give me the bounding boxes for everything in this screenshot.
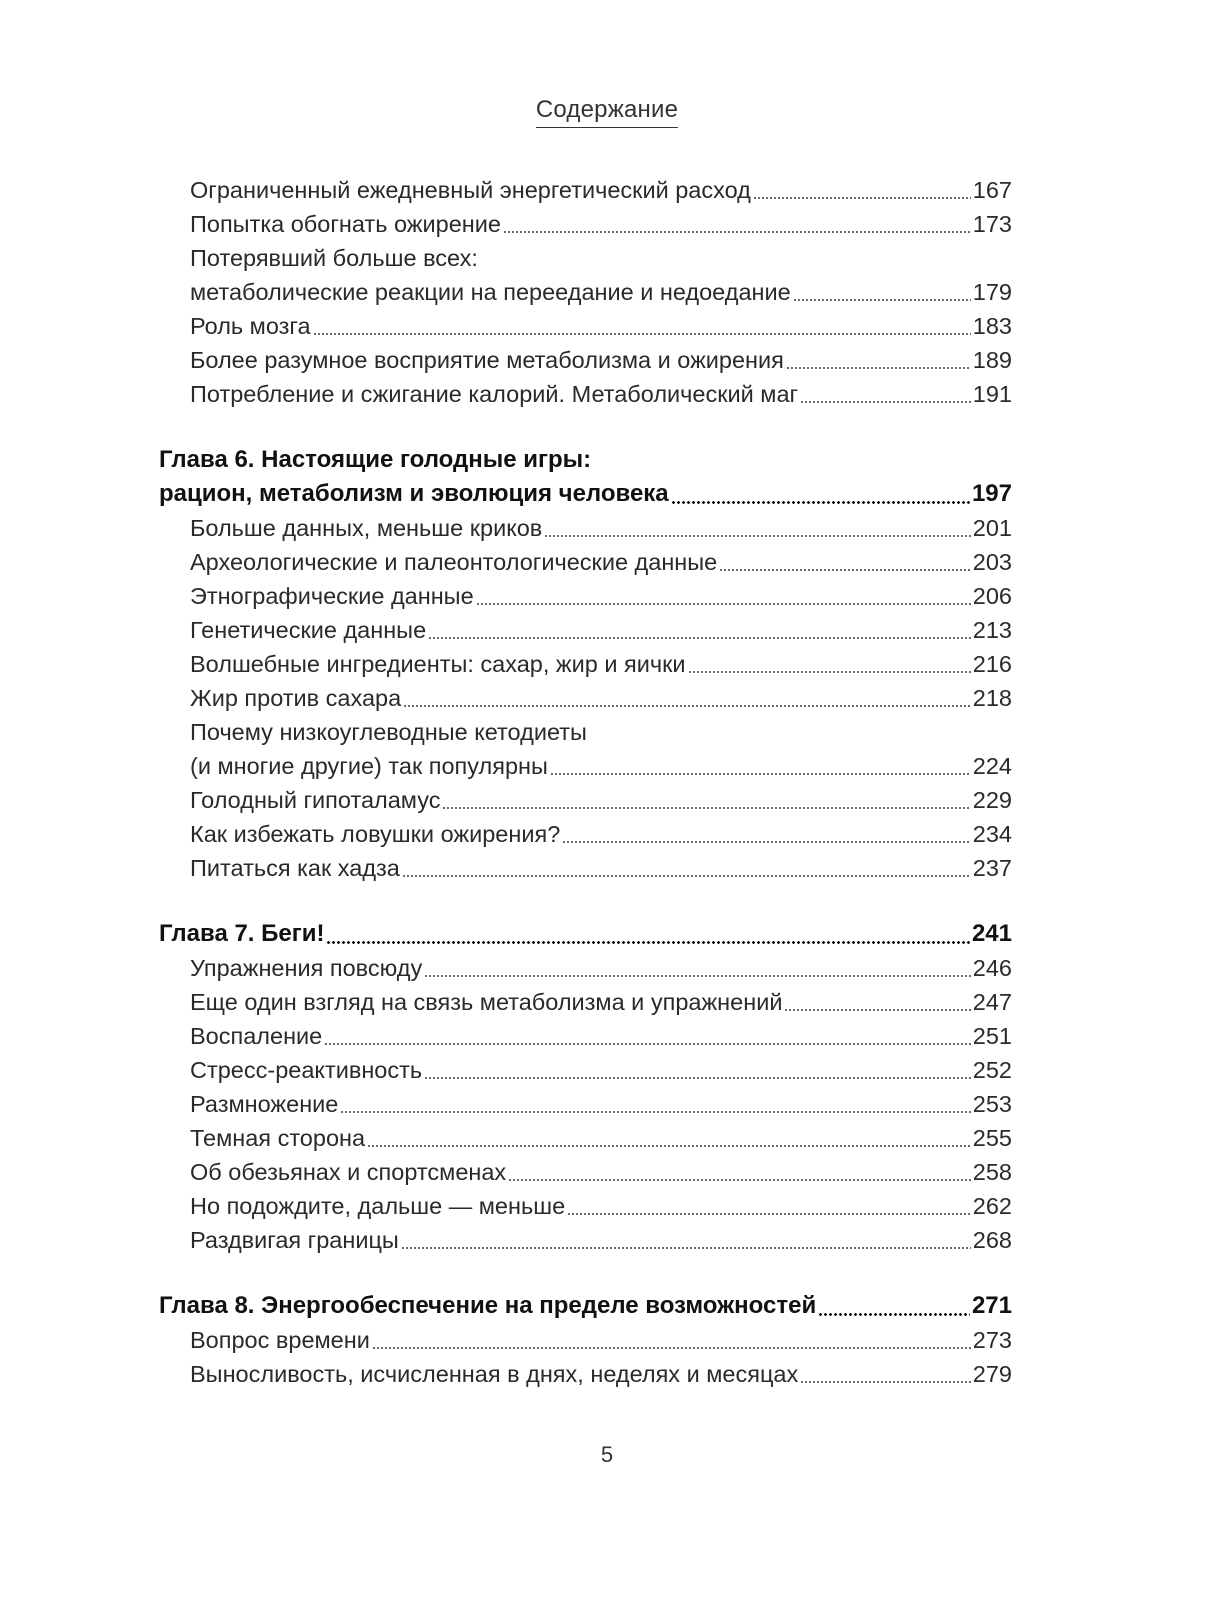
toc-entry-title: Упражнения повсюду bbox=[190, 955, 423, 981]
dot-leader bbox=[340, 1111, 970, 1113]
toc-entry[interactable] bbox=[0, 951, 1214, 985]
toc-entry[interactable] bbox=[0, 985, 1214, 1019]
dot-leader bbox=[476, 603, 971, 605]
toc-entry[interactable] bbox=[0, 1223, 1214, 1257]
dot-leader bbox=[786, 367, 971, 369]
dot-leader bbox=[313, 333, 971, 335]
toc-entry-title: Роль мозга bbox=[190, 313, 311, 339]
chapter-entry[interactable] bbox=[0, 1289, 1214, 1323]
toc-entry[interactable] bbox=[0, 681, 1214, 715]
toc-entry-page: 273 bbox=[972, 1327, 1012, 1353]
toc-entry-title: Еще один взгляд на связь метаболизма и упражнений bbox=[190, 989, 783, 1015]
dot-leader bbox=[567, 1213, 971, 1215]
toc-entry-title: Потерявший больше всех: bbox=[190, 245, 478, 271]
toc-entry-title: Вопрос времени bbox=[190, 1327, 370, 1353]
toc-entry-title: Попытка обогнать ожирение bbox=[190, 211, 501, 237]
chapter-page: 271 bbox=[971, 1292, 1012, 1319]
toc-entry[interactable] bbox=[0, 343, 1214, 377]
toc-entry-title: Ограниченный ежедневный энергетический расход bbox=[190, 177, 751, 203]
toc-entry-page: 206 bbox=[972, 583, 1012, 609]
dot-leader bbox=[544, 535, 970, 537]
running-header bbox=[0, 96, 1214, 128]
dot-leader bbox=[326, 941, 969, 944]
toc-entry[interactable] bbox=[0, 1087, 1214, 1121]
toc-entry-page: 179 bbox=[972, 279, 1012, 305]
toc-entry-page: 279 bbox=[972, 1361, 1012, 1387]
dot-leader bbox=[508, 1179, 971, 1181]
toc-entry-page: 201 bbox=[972, 515, 1012, 541]
toc-entry[interactable] bbox=[0, 817, 1214, 851]
toc-entry-page: 268 bbox=[972, 1227, 1012, 1253]
chapter-title: рацион, метаболизм и эволюция человека bbox=[159, 480, 669, 507]
toc-entry[interactable] bbox=[0, 613, 1214, 647]
dot-leader bbox=[424, 1077, 971, 1079]
toc-entry-page: 237 bbox=[972, 855, 1012, 881]
toc-entry-page: 246 bbox=[972, 955, 1012, 981]
dot-leader bbox=[324, 1043, 971, 1045]
toc-entry[interactable] bbox=[0, 647, 1214, 681]
toc-entry-page: 224 bbox=[972, 753, 1012, 779]
toc-entry-title-line[interactable] bbox=[0, 715, 1214, 749]
toc-entry-title: Более разумное восприятие метаболизма и ожирения bbox=[190, 347, 784, 373]
toc-entry-page: 203 bbox=[972, 549, 1012, 575]
dot-leader bbox=[800, 1381, 971, 1383]
toc-entry[interactable] bbox=[0, 377, 1214, 411]
toc-entry-title: Волшебные ингредиенты: сахар, жир и яички bbox=[190, 651, 686, 677]
toc-entry-page: 229 bbox=[972, 787, 1012, 813]
toc-entry-title: Голодный гипоталамус bbox=[190, 787, 441, 813]
toc-entry-page: 234 bbox=[972, 821, 1012, 847]
toc-entry[interactable] bbox=[0, 1155, 1214, 1189]
chapter-title: Глава 7. Беги! bbox=[159, 920, 325, 947]
toc-entry-title: Археологические и палеонтологические данные bbox=[190, 549, 718, 575]
dot-leader bbox=[402, 875, 971, 877]
toc-entry-title: Стресс-реактивность bbox=[190, 1057, 423, 1083]
toc-entry[interactable] bbox=[0, 1121, 1214, 1155]
dot-leader bbox=[372, 1347, 971, 1349]
toc-entry[interactable] bbox=[0, 579, 1214, 613]
toc-entry-page: 216 bbox=[972, 651, 1012, 677]
section-gap bbox=[0, 411, 1214, 443]
toc-entry-title: Воспаление bbox=[190, 1023, 323, 1049]
chapter-entry[interactable] bbox=[0, 917, 1214, 951]
dot-leader bbox=[562, 841, 971, 843]
header-title: Содержание bbox=[536, 96, 678, 128]
toc-entry-page: 247 bbox=[972, 989, 1012, 1015]
dot-leader bbox=[753, 197, 971, 199]
toc-entry-page: 253 bbox=[972, 1091, 1012, 1117]
toc-entry[interactable] bbox=[0, 1053, 1214, 1087]
toc-entry-page: 191 bbox=[972, 381, 1012, 407]
dot-leader bbox=[671, 501, 970, 504]
toc-entry[interactable] bbox=[0, 309, 1214, 343]
toc-entry-page: 189 bbox=[972, 347, 1012, 373]
dot-leader bbox=[401, 1247, 971, 1249]
toc-entry[interactable] bbox=[0, 173, 1214, 207]
dot-leader bbox=[719, 569, 971, 571]
toc-entry-title: (и многие другие) так популярны bbox=[190, 753, 548, 779]
toc-entry[interactable] bbox=[0, 545, 1214, 579]
toc-entry-title: Потребление и сжигание калорий. Метаболический маг bbox=[190, 381, 799, 407]
chapter-entry[interactable] bbox=[0, 477, 1214, 511]
toc-entry[interactable] bbox=[0, 207, 1214, 241]
toc-entry-title: Размножение bbox=[190, 1091, 339, 1117]
toc-entry-title-line[interactable] bbox=[0, 241, 1214, 275]
toc-entry-title: Почему низкоуглеводные кетодиеты bbox=[190, 719, 587, 745]
toc-entry-title: Выносливость, исчисленная в днях, неделях и месяцах bbox=[190, 1361, 799, 1387]
toc-entry[interactable] bbox=[0, 1357, 1214, 1391]
dot-leader bbox=[367, 1145, 971, 1147]
chapter-page: 197 bbox=[971, 480, 1012, 507]
chapter-title-line[interactable] bbox=[0, 443, 1214, 477]
toc-entry-page: 258 bbox=[972, 1159, 1012, 1185]
toc-entry-title: Раздвигая границы bbox=[190, 1227, 399, 1253]
toc-entry-title: Генетические данные bbox=[190, 617, 427, 643]
table-of-contents bbox=[0, 173, 1214, 1391]
toc-entry[interactable] bbox=[0, 1019, 1214, 1053]
toc-entry-title: Жир против сахара bbox=[190, 685, 402, 711]
toc-entry[interactable] bbox=[0, 749, 1214, 783]
toc-entry-page: 252 bbox=[972, 1057, 1012, 1083]
chapter-title: Глава 6. Настоящие голодные игры: bbox=[159, 446, 592, 473]
toc-entry-title: Этнографические данные bbox=[190, 583, 474, 609]
toc-entry[interactable] bbox=[0, 1323, 1214, 1357]
dot-leader bbox=[688, 671, 971, 673]
toc-entry-page: 255 bbox=[972, 1125, 1012, 1151]
toc-entry-title: Больше данных, меньше криков bbox=[190, 515, 543, 541]
toc-entry-page: 183 bbox=[972, 313, 1012, 339]
toc-entry-page: 251 bbox=[972, 1023, 1012, 1049]
dot-leader bbox=[800, 401, 971, 403]
dot-leader bbox=[818, 1313, 970, 1316]
toc-entry-page: 262 bbox=[972, 1193, 1012, 1219]
dot-leader bbox=[784, 1009, 970, 1011]
dot-leader bbox=[503, 231, 971, 233]
toc-entry-title: Темная сторона bbox=[190, 1125, 366, 1151]
toc-entry-title: Об обезьянах и спортсменах bbox=[190, 1159, 507, 1185]
dot-leader bbox=[793, 299, 971, 301]
toc-entry-page: 173 bbox=[972, 211, 1012, 237]
section-gap bbox=[0, 885, 1214, 917]
toc-entry-page: 167 bbox=[972, 177, 1012, 203]
toc-entry[interactable] bbox=[0, 275, 1214, 309]
section-gap bbox=[0, 1257, 1214, 1289]
chapter-page: 241 bbox=[971, 920, 1012, 947]
page-number: 5 bbox=[600, 1442, 614, 1467]
toc-entry-title: Питаться как хадза bbox=[190, 855, 400, 881]
toc-entry-page: 213 bbox=[972, 617, 1012, 643]
toc-entry-title: метаболические реакции на переедание и недоедание bbox=[190, 279, 791, 305]
dot-leader bbox=[403, 705, 971, 707]
toc-entry-page: 218 bbox=[972, 685, 1012, 711]
toc-entry[interactable] bbox=[0, 783, 1214, 817]
dot-leader bbox=[442, 807, 970, 809]
toc-entry-title: Как избежать ловушки ожирения? bbox=[190, 821, 561, 847]
chapter-title: Глава 8. Энергообеспечение на пределе возможностей bbox=[159, 1292, 817, 1319]
toc-entry[interactable] bbox=[0, 1189, 1214, 1223]
toc-entry-title: Но подождите, дальше — меньше bbox=[190, 1193, 566, 1219]
dot-leader bbox=[550, 773, 971, 775]
dot-leader bbox=[424, 975, 971, 977]
toc-entry[interactable] bbox=[0, 511, 1214, 545]
toc-entry[interactable] bbox=[0, 851, 1214, 885]
dot-leader bbox=[428, 637, 971, 639]
